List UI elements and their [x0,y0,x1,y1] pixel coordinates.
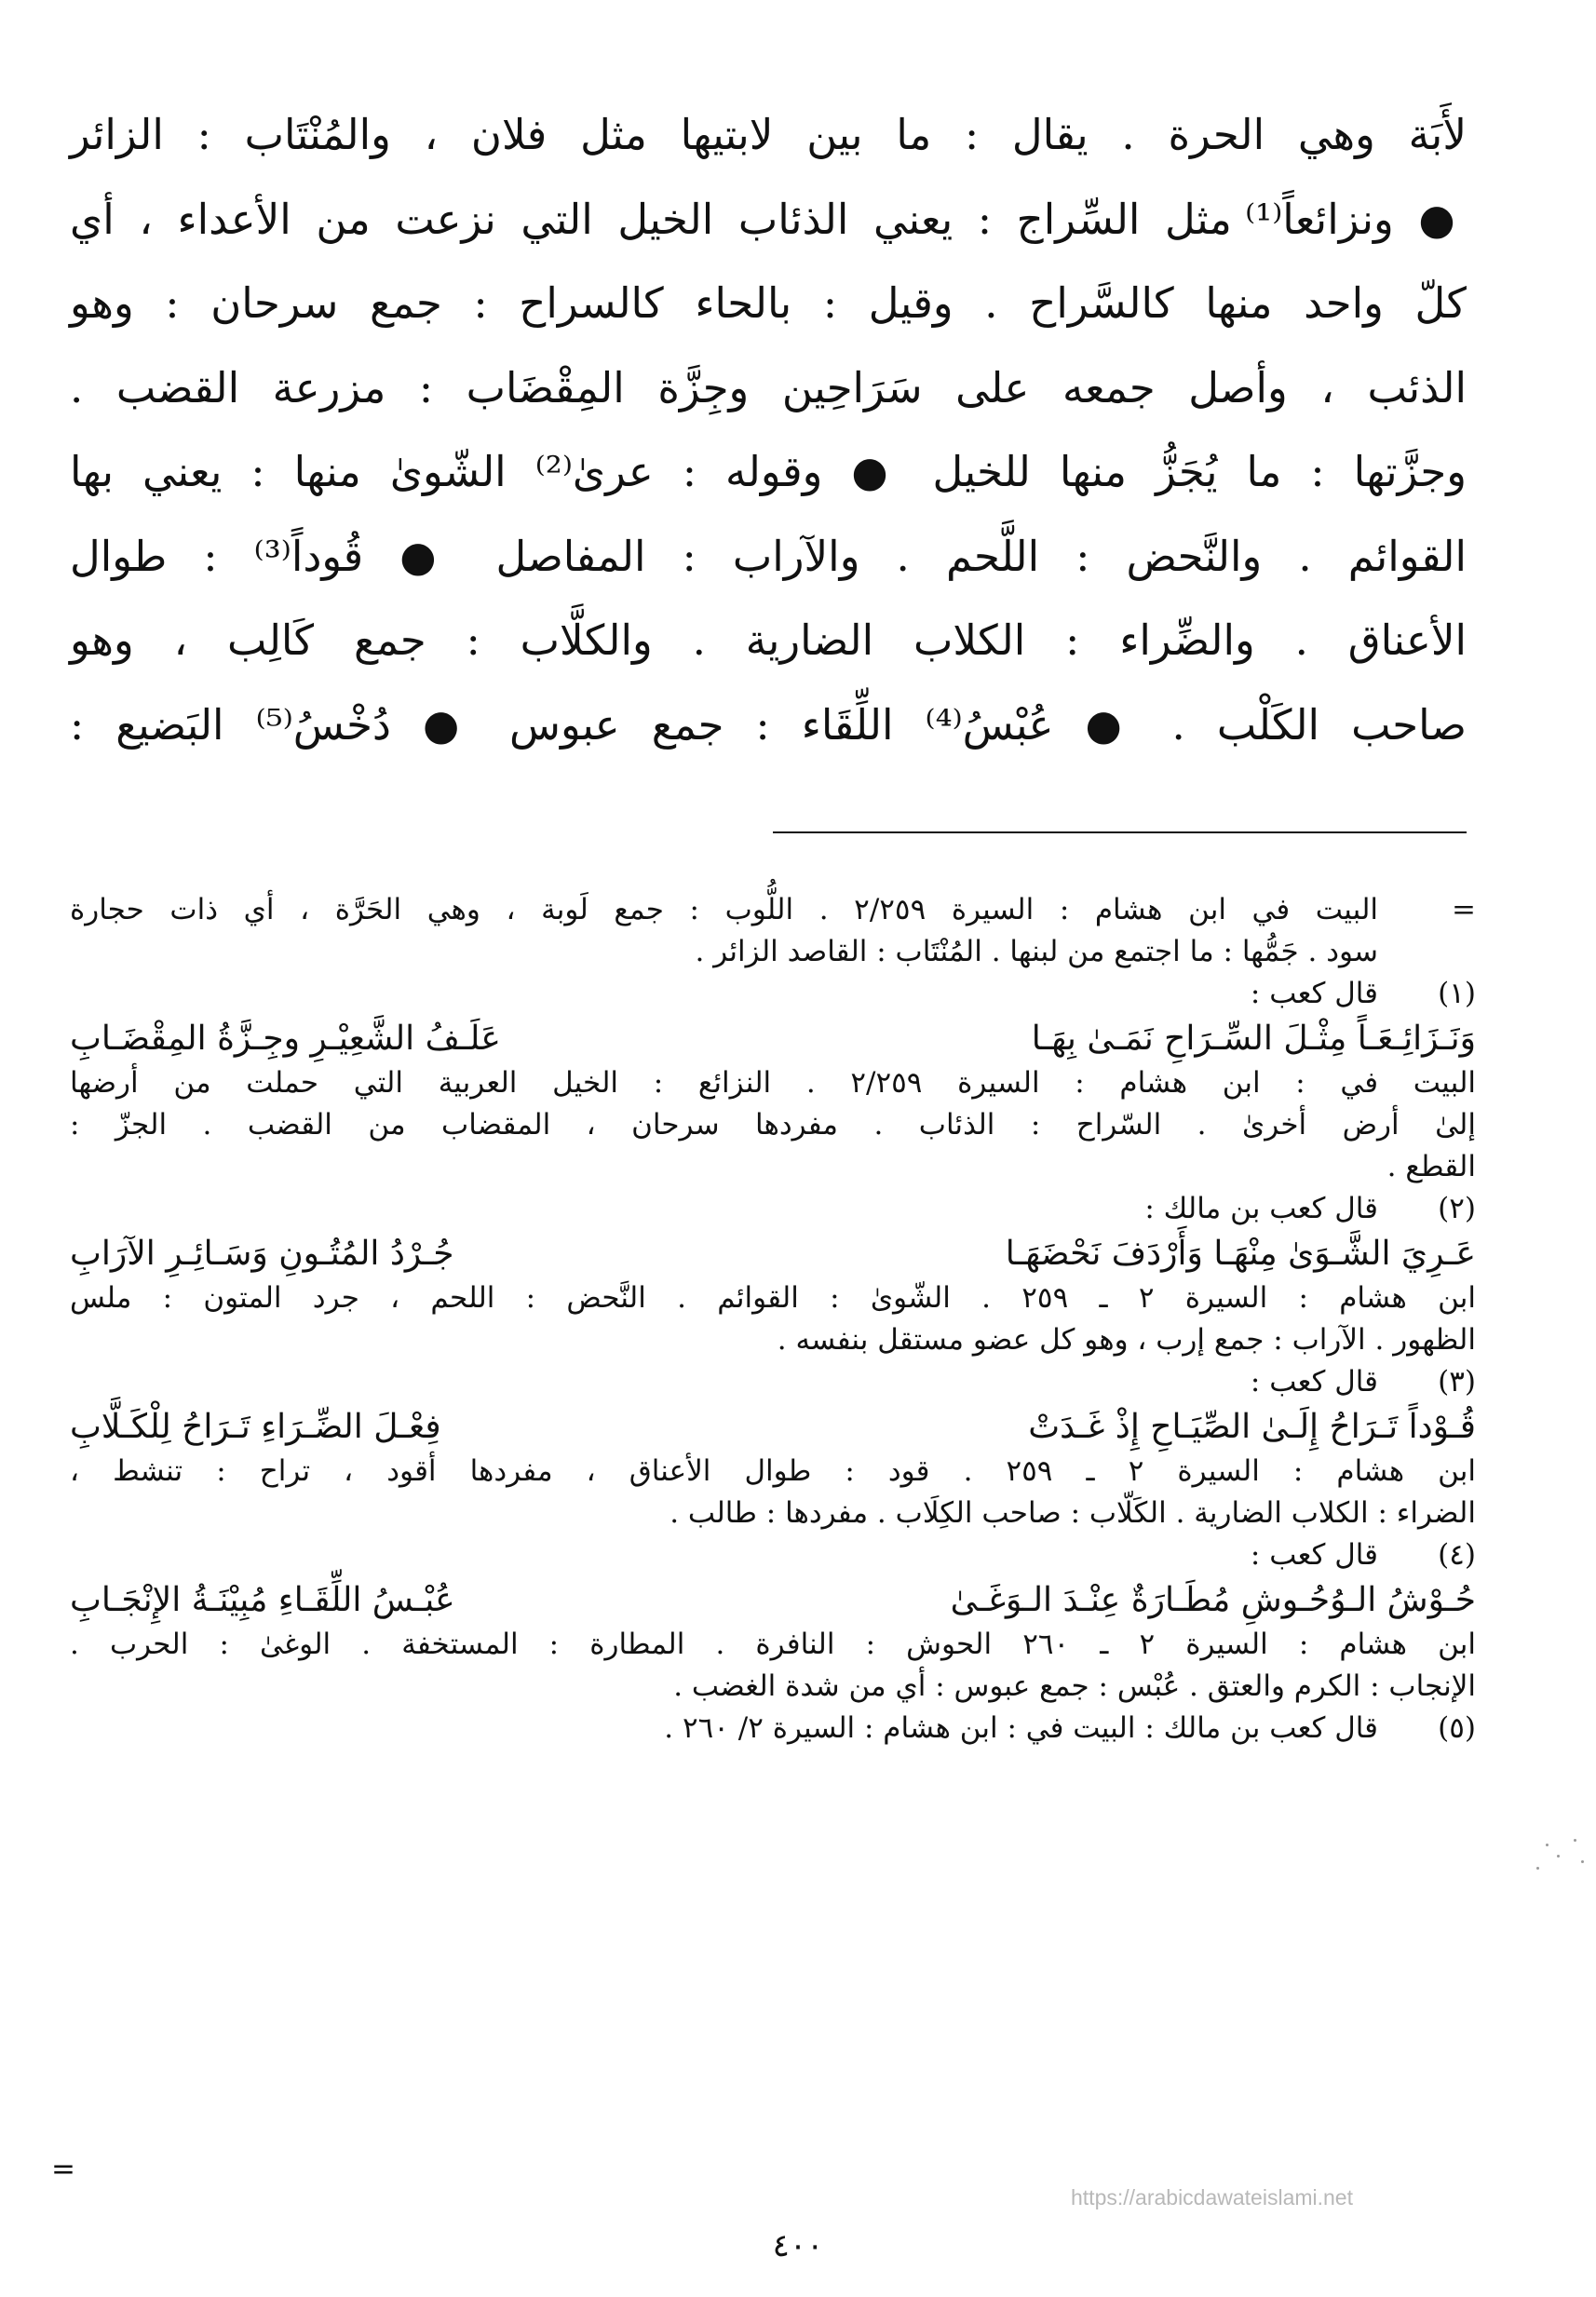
main-text [70,93,1467,767]
verse-hemistich: عُبْـسُ اللِّقَـاءِ مُبِيْنَـةُ الإِنْجَـابِ [70,1581,455,1619]
verse-hemistich: وَنَـزَائِـعَـاً مِثْـلَ السِّـرَاحِ نَمَـىٰ بِهَـا [1031,1020,1476,1058]
footnote-continued-line: = البيت في ابن هشام : السيرة ٢/٢٥٩ . اللُّوب : جمع لَوبة ، وهي الحَرَّة ، أي ذات حجارة [70,889,1476,931]
scan-speck [1546,1844,1549,1846]
footnote-number: (٥) [1438,1711,1476,1745]
scan-speck [1581,1860,1584,1863]
footnote-line: الظهور . الآراب : جمع إرب ، وهو كل عضو مستقل بنفسه . [777,1323,1476,1357]
footnote-line: ابن هشام : السيرة ٢ ـ ٢٦٠ الحوش : النافرة . المطارة : المستخفة . الوغىٰ : الحرب . [70,1628,1476,1661]
scan-speck [1536,1867,1539,1870]
footnote-5-heading: (٥) قال كعب بن مالك : البيت في : ابن هشام : السيرة ٢/ ٢٦٠ . [70,1708,1476,1750]
footnote-4-heading: (٤) قال كعب : [70,1534,1476,1576]
footnote-3-verse [70,1403,1476,1451]
footnote-line: إلىٰ أرض أخرىٰ . السّراح : الذئاب . مفردها سرحان ، المقضاب من القضب . الجزّ : [70,1108,1476,1142]
footnote-line: الضراء : الكلاب الضارية . الكَلّاب : صاحب الكِلَاب . مفردها : طالب . [670,1496,1476,1530]
main-text-line: وجزَّتها : ما يُجَزُّ منها للخيل ● وقوله : عرىٰ⁽²⁾ الشّوىٰ منها : يعني بها [70,447,1467,496]
watermark: https://arabicdawateislami.net [1071,2185,1353,2209]
continuation-mark: = [1452,893,1476,926]
verse-hemistich: عَلَـفُ الشَّعِيْـرِ وجِـزَّةُ المِقْضَـابِ [70,1020,501,1058]
footnote-line: ابن هشام : السيرة ٢ ـ ٢٥٩ . قود : طوال الأعناق ، مفردها أقود ، تراح : تنشط ، [70,1454,1476,1488]
footnote-line: الإنجاب : الكرم والعتق . عُبْس : جمع عبوس : أي من شدة الغضب . [673,1669,1476,1703]
scan-speck [1557,1855,1560,1858]
main-text-line: الأعناق . والضِّراء : الكلاب الضارية . والكلَّاب : جمع كَالِب ، وهو [70,615,1467,665]
page-number: ٤٠٠ [772,2227,824,2264]
footnote-divider [773,831,1467,833]
verse-hemistich: قُـوْداً تَـرَاحُ إِلَـىٰ الصِّيَـاحِ إِذْ غَـدَتْ [1028,1408,1476,1446]
scan-speck [1574,1839,1576,1842]
footnote-4-verse [70,1576,1476,1624]
footnote-2-verse [70,1230,1476,1277]
footnote-1-verse [70,1015,1476,1062]
verse-hemistich: حُـوْشُ الـوُحُـوشِ مُطَـارَةٌ عِنْـدَ الـوَغَـىٰ [950,1581,1476,1619]
footnote-line: البيت في : ابن هشام : السيرة ٢/٢٥٩ . النزائع : الخيل العربية التي حملت من أرضها [70,1066,1477,1100]
footnotes-section [70,889,1476,1750]
continuation-mark: = [51,2153,75,2186]
footnote-1-heading: (١) قال كعب : [70,973,1476,1015]
footnote-line: القطع . [1386,1150,1476,1183]
verse-hemistich: جُـرْدُ المُتُـونِ وَسَـائِـرِ الآرَابِ [70,1235,454,1273]
footnote-number: (١) [1438,977,1476,1010]
main-text-line: القوائم . والنَّحض : اللَّحم . والآراب : المفاصل ● قُوداً⁽³⁾ : طوال [70,531,1467,581]
main-text-line: كلّ واحد منها كالسَّراح . وقيل : بالحاء كالسراح : جمع سرحان : وهو [70,278,1467,328]
verse-hemistich: فِعْـلَ الضِّـرَاءِ تَـرَاحُ لِلْكَـلَّابِ [70,1408,441,1446]
main-text-line: ● ونزائعاً⁽¹⁾ مثل السِّراج : يعني الذئاب الخيل التي نزعت من الأعداء ، أي [70,194,1467,244]
main-text-line: لأَبَة وهي الحرة . يقال : ما بين لابتيها مثل فلان ، والمُنْتَاب : الزائر [70,110,1467,159]
footnote-3-heading: (٣) قال كعب : [70,1361,1476,1403]
footnote-continued-line: سود . جَمُّها : ما اجتمع من لبنها . المُنْتَاب : القاصد الزائر . [695,935,1378,968]
footnote-number: (٤) [1438,1538,1476,1572]
footnote-number: (٢) [1438,1192,1476,1225]
footnote-number: (٣) [1438,1365,1476,1398]
footnote-2-heading: (٢) قال كعب بن مالك : [70,1188,1476,1230]
main-text-line: الذئب ، وأصل جمعه على سَرَاحِين وجِزَّة المِقْضَاب : مزرعة القضب . [70,362,1467,412]
verse-hemistich: عَـرِيَ الشَّـوَىٰ مِنْهَـا وَأَرْدَفَ نَحْضَهَـا [1005,1235,1476,1273]
footnote-line: ابن هشام : السيرة ٢ ـ ٢٥٩ . الشّوىٰ : القوائم . النَّحض : اللحم ، جرد المتون : ملس [70,1281,1476,1315]
main-text-line: صاحب الكَلْب . ● عُبْسُ⁽⁴⁾ اللِّقَاء : جمع عبوس ● دُخْسُ⁽⁵⁾ البَضيع : [70,699,1467,750]
